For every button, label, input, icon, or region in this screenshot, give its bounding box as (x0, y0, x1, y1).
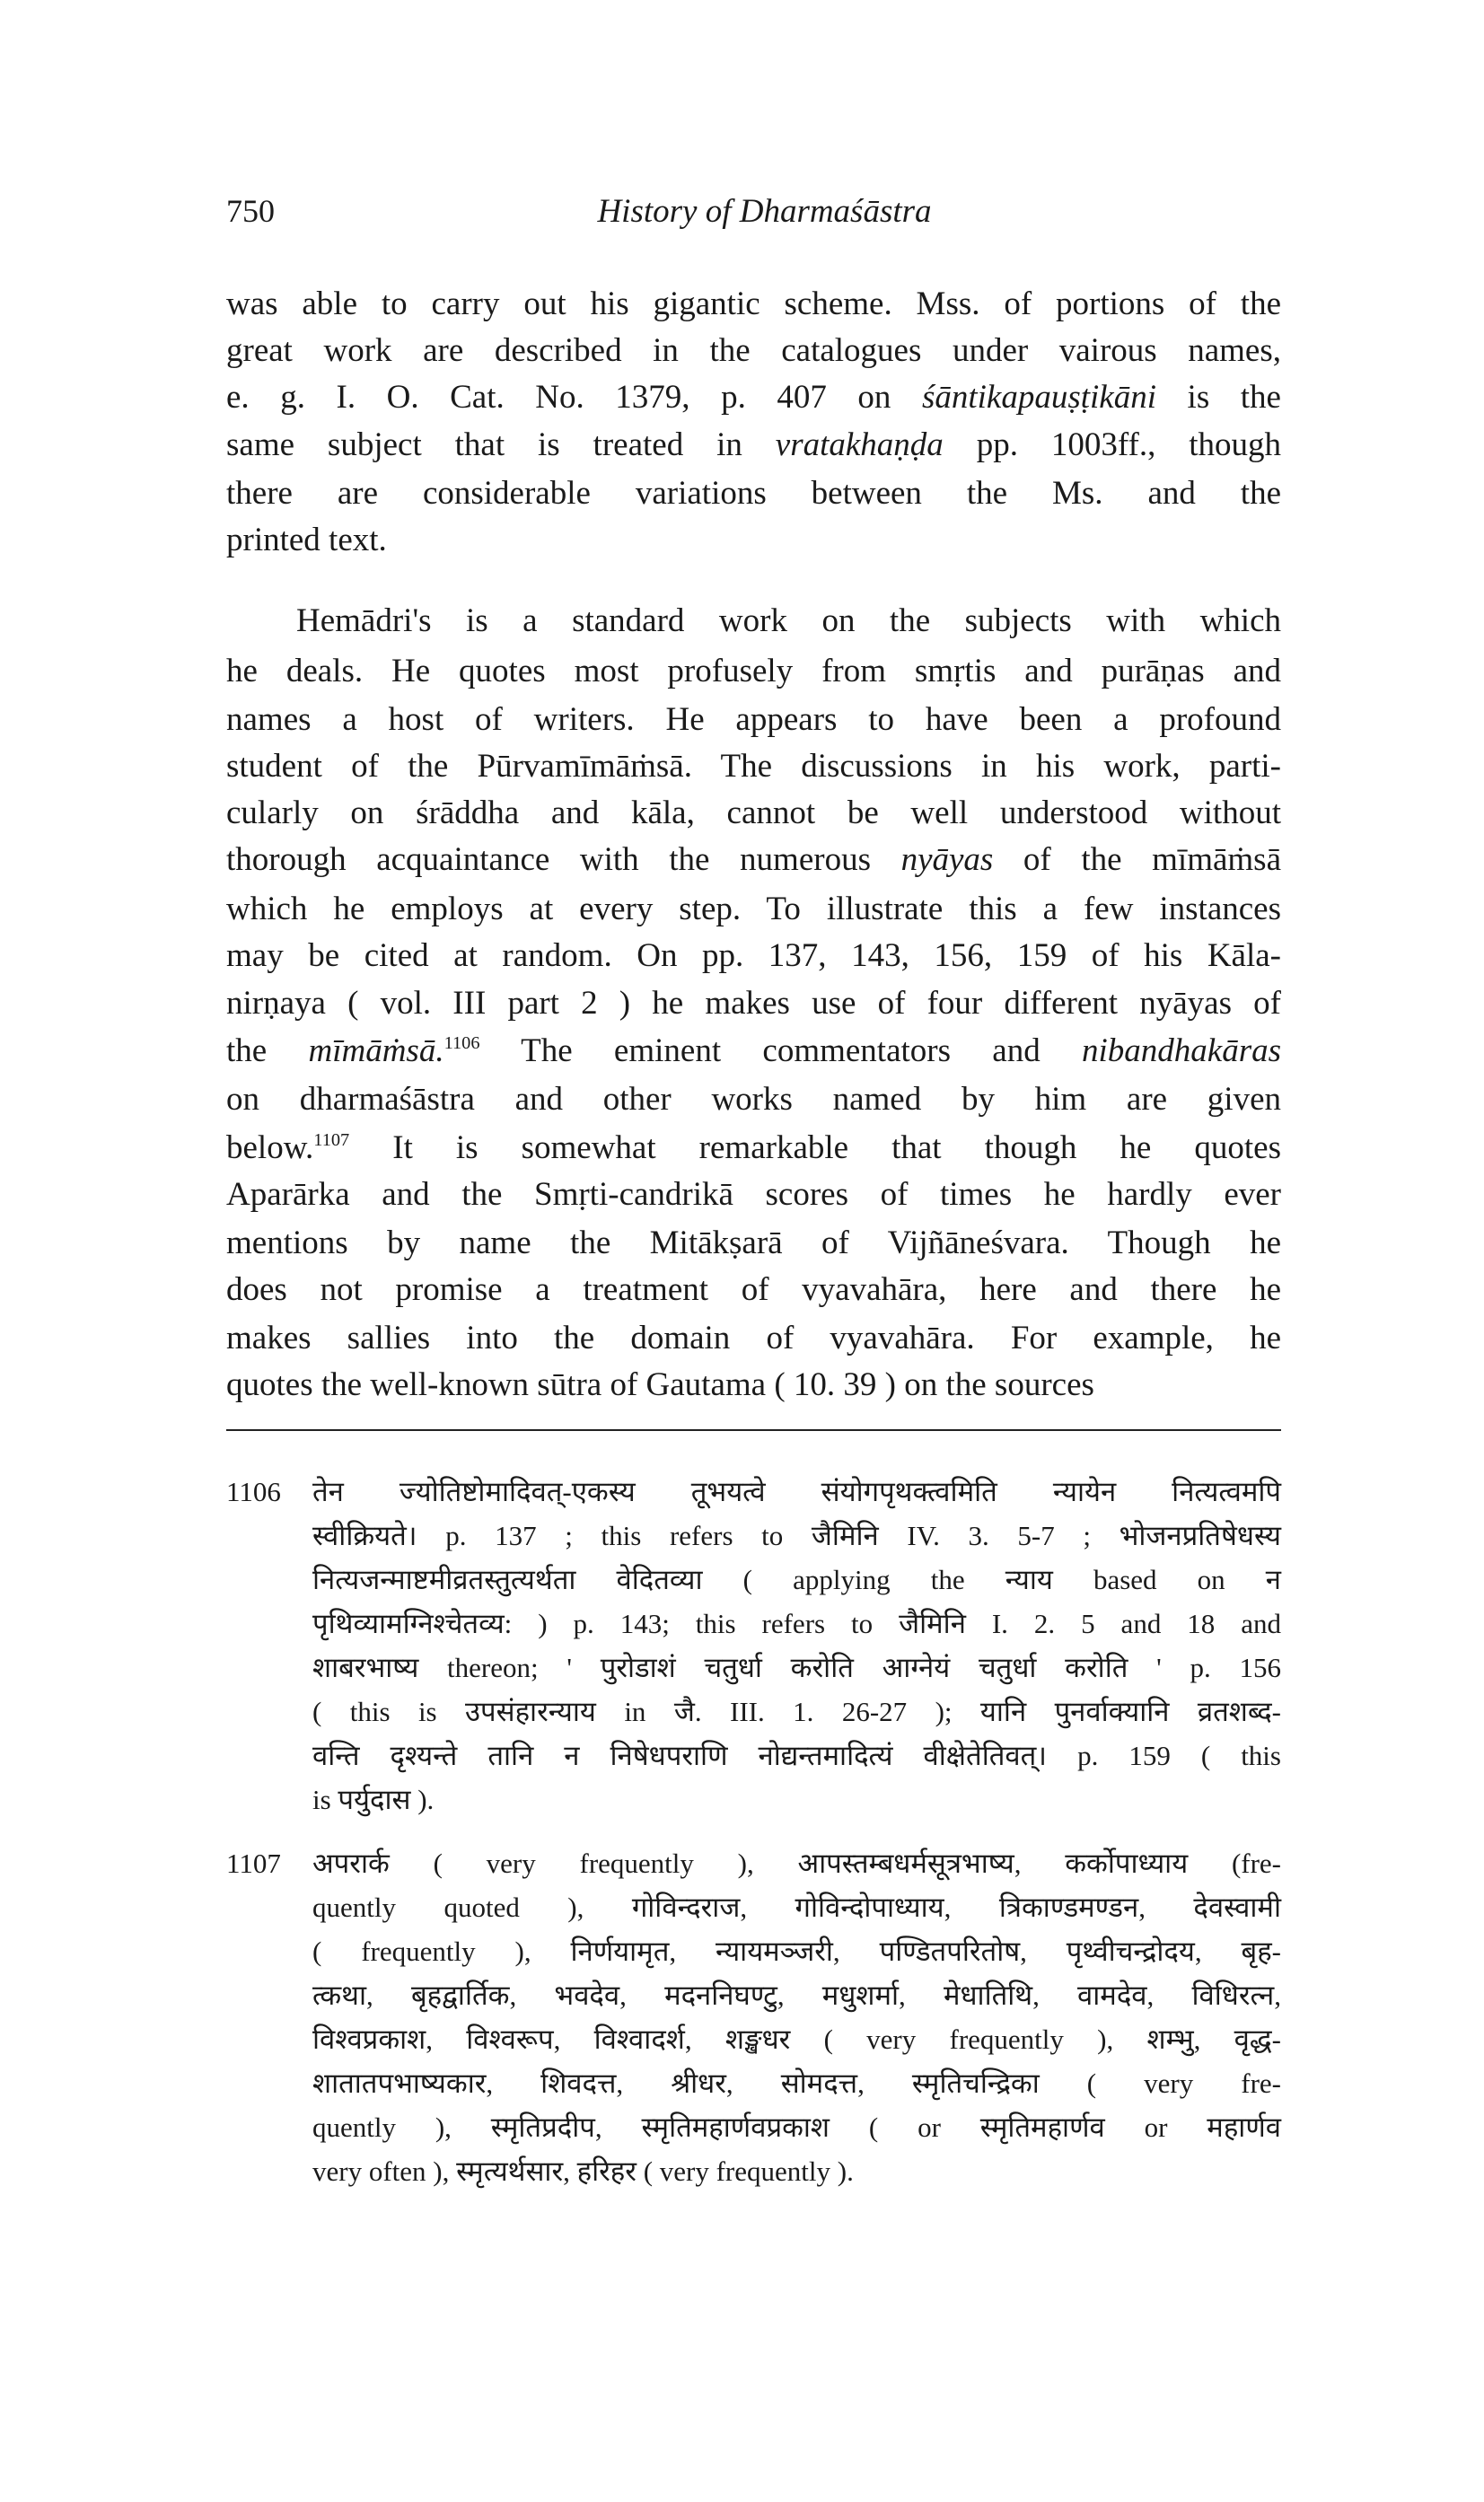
footnote-line: पृथिव्यामग्निश्चेतव्य: ) p. 143; this refers to जैमिनि I. 2. 5 and 18 and (312, 1608, 1281, 1639)
text-run: on dharmaśāstra and other works named by him are given (226, 1081, 1281, 1118)
body-line (226, 1076, 1281, 1123)
footnote-line: स्वीक्रियते। p. 137 ; this refers to जैमिनि IV. 3. 5-7 ; भोजनप्रतिषेधस्य (312, 1520, 1281, 1551)
italic-term: nyāyas (900, 841, 994, 878)
text-run: great work are described in the catalogues under vairous names, (226, 332, 1281, 369)
footnote-line: अपरार्क ( very frequently ), आपस्तम्बधर्मसूत्रभाष्य, कर्कोपाध्याय (fre- (312, 1848, 1281, 1879)
text-run: may be cited at random. On pp. 137, 143, 156, 159 of his Kāla- (226, 937, 1281, 974)
body-line (226, 470, 1281, 517)
body-line (226, 517, 1281, 564)
text-run: he deals. He quotes most profusely from smṛtis and purāṇas and (226, 653, 1281, 689)
text-run: Aparārka and the Smṛti-candrikā scores of times he hardly ever (226, 1176, 1281, 1213)
text-run: same subject that is treated in (226, 426, 776, 463)
body-line (226, 1220, 1281, 1267)
footnote-line: ( frequently ), निर्णयामृत, न्यायमञ्जरी, पण्डितपरितोष, पृथ्वीचन्द्रोदय, बृह- (312, 1936, 1281, 1967)
footnote-line: is पर्युदास ). (312, 1784, 435, 1815)
body-line (226, 1315, 1281, 1362)
body-line (226, 374, 1281, 421)
text-run: pp. 1003ff., though (943, 426, 1281, 463)
body-line (226, 1028, 1281, 1075)
footnote-ref: 1107 (313, 1129, 350, 1150)
body-line (226, 980, 1281, 1027)
body-line (226, 1172, 1281, 1218)
italic-term: śāntikapauṣṭikāni (921, 379, 1157, 416)
footnote-line: शातातपभाष्यकार, शिवदत्त, श्रीधर, सोमदत्त, स्मृतिचन्द्रिका ( very fre- (312, 2067, 1281, 2099)
body-line (226, 886, 1281, 933)
body-line (226, 743, 1281, 790)
italic-term: vratakhaṇḍa (775, 426, 944, 463)
body-line (226, 790, 1281, 837)
page-number: 750 (226, 193, 275, 229)
body-line (226, 1267, 1281, 1313)
text-run: makes sallies into the domain of vyavahāra. For example, he (226, 1320, 1281, 1356)
footnote-number: 1106 (226, 1476, 281, 1507)
text-run: printed text. (226, 522, 387, 558)
footnote-line: तेन ज्योतिष्टोमादिवत्-एकस्य तूभयत्वे संयोगपृथक्त्वमिति न्यायेन नित्यत्वमपि (312, 1476, 1281, 1507)
text-run: thorough acquaintance with the numerous (226, 841, 901, 878)
footnote-line: ( this is उपसंहारन्याय in जै. III. 1. 26-27 ); यानि पुनर्वाक्यानि व्रतशब्द- (312, 1696, 1281, 1727)
body-line (226, 281, 1281, 328)
text-run: e. g. I. O. Cat. No. 1379, p. 407 on (226, 379, 922, 416)
text-run: there are considerable variations between the Ms. and the (226, 475, 1281, 512)
body-line (226, 933, 1281, 979)
footnote-line: विश्वप्रकाश, विश्वरूप, विश्वादर्श, शङ्खधर ( very frequently ), शम्भु, वृद्ध- (312, 2024, 1281, 2055)
body-line (226, 422, 1281, 469)
italic-term: mīmāṁsā. (308, 1032, 444, 1069)
footnote-line: वन्ति दृश्यन्ते तानि न निषेधपराणि नोद्यन्तमादित्यं वीक्षेतेतिवत्। p. 159 ( this (312, 1740, 1281, 1771)
text-run: the (226, 1032, 309, 1069)
body-line (296, 598, 1281, 645)
footnote-number: 1107 (226, 1848, 281, 1879)
text-run: nirṇaya ( vol. III part 2 ) he makes use of four different nyāyas of (226, 985, 1281, 1022)
footnote-line: very often ), स्मृत्यर्थसार, हरिहर ( very frequently ). (312, 2155, 854, 2187)
text-run: below. (226, 1129, 314, 1166)
footnote-line: quently quoted ), गोविन्दराज, गोविन्दोपाध्याय, त्रिकाण्डमण्डन, देवस्वामी (312, 1892, 1281, 1923)
text-run: It is somewhat remarkable that though he quotes (349, 1129, 1281, 1166)
text-run: of the mīmāṁsā (993, 841, 1281, 878)
body-line (226, 328, 1281, 374)
text-run: which he employs at every step. To illustrate this a few instances (226, 891, 1281, 927)
body-line (226, 648, 1281, 695)
footnote-rule (226, 1429, 1281, 1431)
text-run: names a host of writers. He appears to have been a profound (226, 701, 1281, 738)
footnote-ref: 1106 (443, 1032, 480, 1053)
footnote-line: quently ), स्मृतिप्रदीप, स्मृतिमहार्णवप्रकाश ( or स्मृतिमहार्णव or महार्णव (312, 2111, 1281, 2143)
body-line (226, 837, 1281, 883)
text-run: quotes the well-known sūtra of Gautama ( 10. 39 ) on the sources (226, 1366, 1094, 1403)
body-line (226, 1362, 1281, 1409)
text-run: cularly on śrāddha and kāla, cannot be well understood without (226, 794, 1281, 831)
text-run: student of the Pūrvamīmāṁsā. The discussions in his work, parti- (226, 748, 1281, 785)
footnote-line: शाबरभाष्य thereon; ' पुरोडाशं चतुर्धा करोति आग्नेयं चतुर्धा करोति ' p. 156 (312, 1652, 1281, 1683)
text-run: is the (1156, 379, 1281, 416)
body-line (226, 1125, 1281, 1172)
text-run: mentions by name the Mitākṣarā of Vijñāneśvara. Though he (226, 1225, 1281, 1261)
running-title: History of Dharmaśāstra (597, 193, 932, 230)
footnote-line: नित्यजन्माष्टमीव्रतस्तुत्यर्थता वेदितव्या ( applying the न्याय based on न (312, 1564, 1281, 1595)
text-run: does not promise a treatment of vyavahāra, here and there he (226, 1271, 1281, 1308)
italic-term: nibandhakāras (1082, 1032, 1281, 1069)
text-run: Hemādri's is a standard work on the subjects with which (296, 602, 1281, 639)
text-run: was able to carry out his gigantic scheme. Mss. of portions of the (226, 285, 1281, 322)
text-run: The eminent commentators and (479, 1032, 1082, 1069)
body-line (226, 697, 1281, 743)
footnote-line: त्कथा, बृहद्वार्तिक, भवदेव, मदननिघण्टु, मधुशर्मा, मेधातिथि, वामदेव, विधिरत्न, (312, 1980, 1281, 2011)
